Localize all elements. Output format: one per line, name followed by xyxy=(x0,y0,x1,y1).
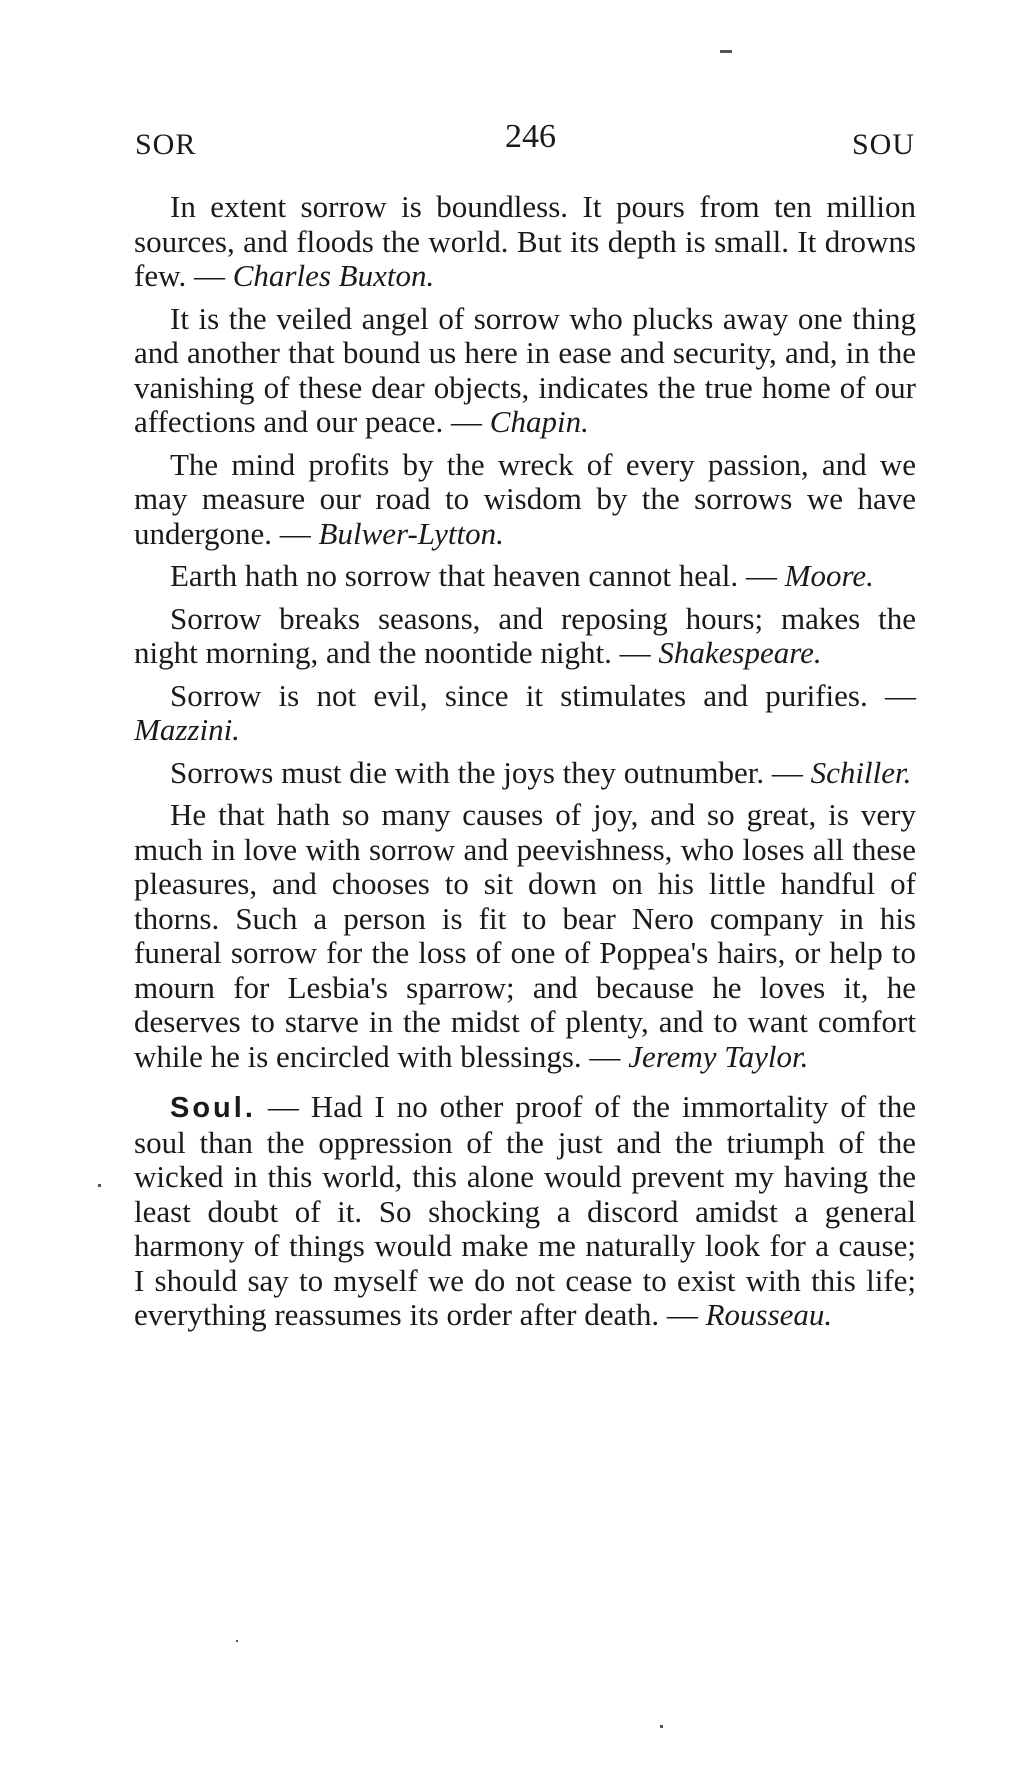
quotation-author: Schiller. xyxy=(810,754,912,790)
scan-speck xyxy=(660,1725,663,1728)
running-head-left: SOR xyxy=(135,128,197,161)
quotation-entry xyxy=(134,798,916,1074)
scan-speck xyxy=(236,1640,238,1642)
quotation-text: In extent sorrow is boundless. It pours from ten million sources, and floods the world. But its depth is small. It drowns few. — xyxy=(134,189,916,293)
quotation-text: Sorrow breaks seasons, and reposing hours; makes the night morning, and the noontide night. — xyxy=(134,600,916,670)
quotation-text: The mind profits by the wreck of every passion, and we may measure our road to wisdom by the sorrows we have undergone. — xyxy=(134,446,916,551)
quotation-list xyxy=(134,190,916,1341)
quotation-entry xyxy=(134,448,916,552)
scan-speck xyxy=(720,50,732,53)
topic-entry xyxy=(134,1090,916,1333)
page-header xyxy=(135,118,915,168)
quotation-text: It is the veiled angel of sorrow who plucks away one thing and another that bound us here in ease and security, and, in the vanishing of these dear objects, indicates the true home of our affections and our peace. — xyxy=(134,300,916,439)
quotation-author: Jeremy Taylor. xyxy=(628,1038,809,1074)
quotation-entry xyxy=(134,679,916,748)
topic-heading: Soul. xyxy=(170,1092,256,1124)
quotation-text: He that hath so many causes of joy, and so great, is very much in love with sorrow and peevishness, who loses all these pleasures, and chooses to sit down on his little handful of thorns. Such a person is fit to bear Nero company in his funeral sorrow for the loss of one of Poppea's hairs, or help to mourn for Lesbia's sparrow; and because he loves it, he deserves to starve in the midst of plenty, and to want comfort while he is encircled with blessings. — xyxy=(134,797,916,1074)
quotation-entry xyxy=(134,302,916,440)
quotation-author: Shakespeare. xyxy=(658,635,822,670)
quotation-text: Earth hath no sorrow that heaven cannot heal. — xyxy=(170,558,785,593)
quotation-author: Mazzini. xyxy=(134,712,240,747)
quotation-text: — Had I no other proof of the immortality of the soul than the oppression of the just and the triumph of the wicked in this world, this alone would prevent my having the least doubt of it. So shocking a discord amidst a general harmony of things would make me naturally look for a cause; I should say to myself we do not cease to exist with this life; everything reassumes its order after death. — xyxy=(134,1089,916,1332)
quotation-author: Charles Buxton. xyxy=(232,258,435,293)
quotation-author: Chapin. xyxy=(489,404,589,439)
quotation-text: Sorrow is not evil, since it stimulates and purifies. — xyxy=(170,677,916,713)
quotation-author: Moore. xyxy=(784,558,874,593)
page-number: 246 xyxy=(505,118,556,155)
quotation-entry xyxy=(134,602,916,671)
running-head-right: SOU xyxy=(851,128,915,161)
quotation-entry xyxy=(134,756,916,791)
scan-speck xyxy=(98,1184,101,1187)
quotation-author: Bulwer-Lytton. xyxy=(318,515,504,551)
quotation-author: Rousseau. xyxy=(705,1297,833,1332)
quotation-entry xyxy=(134,559,916,594)
quotation-entry xyxy=(134,190,916,294)
quotation-text: Sorrows must die with the joys they outnumber. — xyxy=(170,754,811,790)
